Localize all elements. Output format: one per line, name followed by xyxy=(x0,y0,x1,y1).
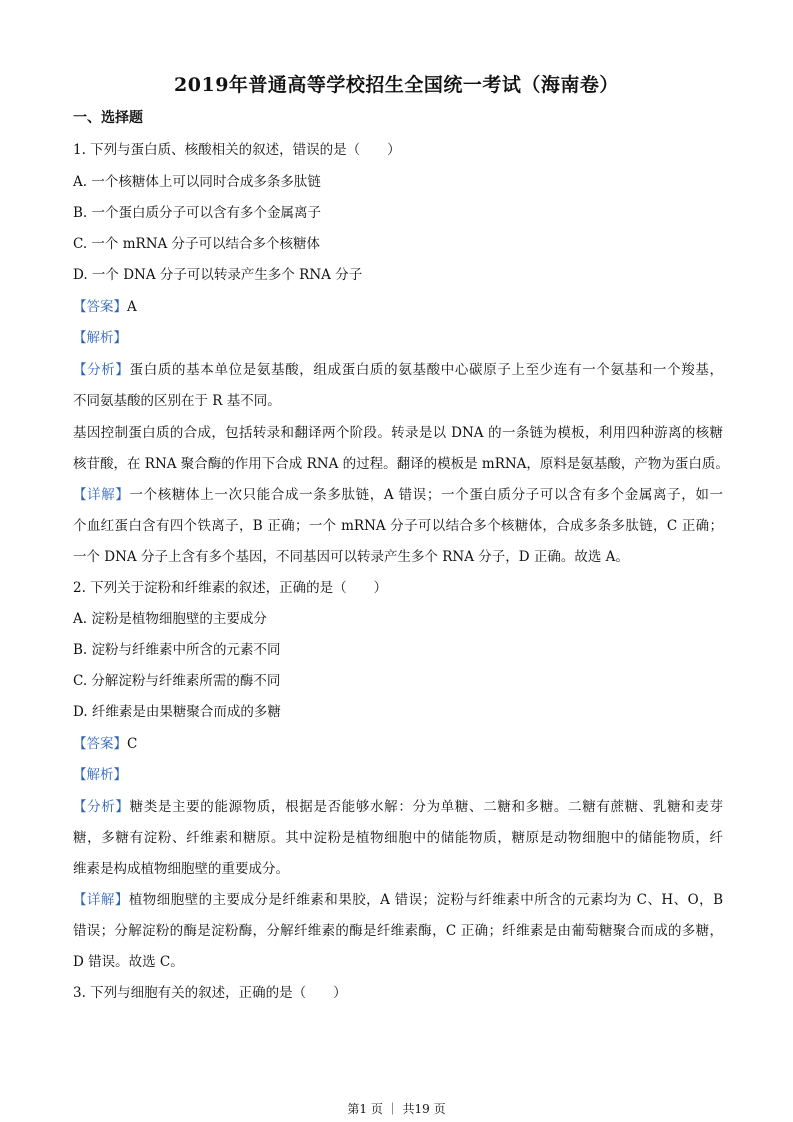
answer-tag: 【答案】 xyxy=(73,299,127,315)
q2-fenxi-line-3: 维素是构成植物细胞壁的重要成分。 xyxy=(73,861,289,877)
q1-answer xyxy=(73,297,723,317)
answer-value: A xyxy=(127,299,137,315)
answer-tag: 【答案】 xyxy=(73,736,127,752)
q1-extra-line-2: 核苷酸，在 RNA 聚合酶的作用下合成 RNA 的过程。翻译的模板是 mRNA，原料是氨基酸，产物为蛋白质。 xyxy=(73,456,729,472)
q2-fenxi-line-1 xyxy=(73,797,723,817)
q2-detail-line-1 xyxy=(73,890,723,910)
page-footer: 第1 页 ｜ 共19 页 xyxy=(347,1102,446,1116)
detail-text: 一个核糖体上一次只能合成一条多肽链，A 错误；一个蛋白质分子可以含有多个金属离子，如一 xyxy=(129,487,723,503)
q3-stem: 3. 下列与细胞有关的叙述，正确的是（ ） xyxy=(73,985,347,1001)
fenxi-tag: 【分析】 xyxy=(73,362,130,378)
q1-stem: 1. 下列与蛋白质、核酸相关的叙述，错误的是（ ） xyxy=(73,142,401,158)
q1-fenxi-line-2: 不同氨基酸的区别在于 R 基不同。 xyxy=(73,393,281,409)
detail-tag: 【详解】 xyxy=(73,487,130,503)
q1-option-c: C. 一个 mRNA 分子可以结合多个核糖体 xyxy=(73,236,321,252)
page-title: 2019年普通高等学校招生全国统一考试（海南卷） xyxy=(174,74,619,96)
q1-detail-line-1 xyxy=(73,485,723,505)
fenxi-tag: 【分析】 xyxy=(73,799,130,815)
q1-option-a: A. 一个核糖体上可以同时合成多条多肽链 xyxy=(73,174,321,190)
q1-fenxi-line-1 xyxy=(73,360,723,380)
answer-value: C xyxy=(127,736,138,752)
q1-analysis-tag: 【解析】 xyxy=(73,330,127,346)
q2-option-c: C. 分解淀粉与纤维素所需的酶不同 xyxy=(73,673,281,689)
section-heading: 一、选择题 xyxy=(73,110,143,126)
q2-detail-line-3: D 错误。故选 C。 xyxy=(73,954,184,970)
q2-option-d: D. 纤维素是由果糖聚合而成的多糖 xyxy=(73,704,281,720)
q2-analysis-tag: 【解析】 xyxy=(73,767,127,783)
q2-detail-line-2: 错误；分解淀粉的酶是淀粉酶，分解纤维素的酶是纤维素酶，C 正确；纤维素是由葡萄糖聚合而成的多糖， xyxy=(73,923,723,939)
detail-text: 植物细胞壁的主要成分是纤维素和果胶，A 错误；淀粉与纤维素中所含的元素均为 C、H、O，B xyxy=(128,892,724,908)
q1-option-b: B. 一个蛋白质分子可以含有多个金属离子 xyxy=(73,205,322,221)
q1-extra-line-1: 基因控制蛋白质的合成，包括转录和翻译两个阶段。转录是以 DNA 的一条链为模板，利用四种游离的核糖 xyxy=(73,425,723,441)
fenxi-text: 糖类是主要的能源物质，根据是否能够水解：分为单糖、二糖和多糖。二糖有蔗糖、乳糖和麦芽 xyxy=(129,799,723,815)
q2-fenxi-line-2: 糖，多糖有淀粉、纤维素和糖原。其中淀粉是植物细胞中的储能物质，糖原是动物细胞中的储能物质，纤 xyxy=(73,830,723,846)
detail-tag: 【详解】 xyxy=(73,892,129,908)
q1-detail-line-3: 一个 DNA 分子上含有多个基因，不同基因可以转录产生多个 RNA 分子，D 正确。故选 A。 xyxy=(73,549,629,565)
q1-detail-line-2: 个血红蛋白含有四个铁离子，B 正确；一个 mRNA 分子可以结合多个核糖体，合成多条多肽链，C 正确； xyxy=(73,518,723,534)
q2-answer xyxy=(73,734,723,754)
q2-option-b: B. 淀粉与纤维素中所含的元素不同 xyxy=(73,642,281,658)
q2-stem: 2. 下列关于淀粉和纤维素的叙述，正确的是（ ） xyxy=(73,580,388,596)
fenxi-text: 蛋白质的基本单位是氨基酸，组成蛋白质的氨基酸中心碳原子上至少连有一个氨基和一个羧基， xyxy=(129,362,723,378)
q1-option-d: D. 一个 DNA 分子可以转录产生多个 RNA 分子 xyxy=(73,267,363,283)
q2-option-a: A. 淀粉是植物细胞壁的主要成分 xyxy=(73,611,267,627)
